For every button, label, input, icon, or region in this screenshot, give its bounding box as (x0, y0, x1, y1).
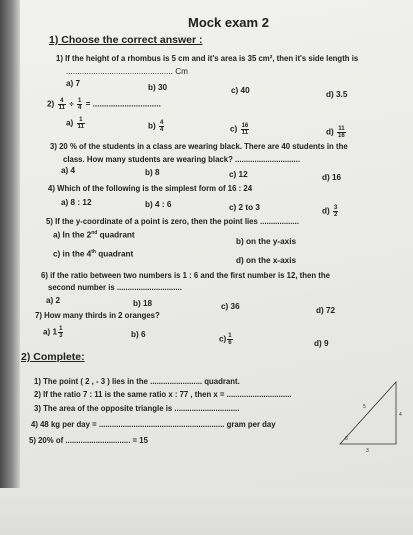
triangle-label-hypotenuse: 5 (363, 404, 366, 410)
q4-option-d: d) $\frac{3}{2}$ (322, 205, 338, 218)
q6-stem-line-1: 6) if the ratio between two numbers is 1 : 6 and the first number is 12, then the (41, 271, 330, 280)
q3-stem-line-1: 3) 20 % of the students in a class are wearing black. There are 40 students in the (50, 142, 348, 151)
q2-fraction-1: $\frac{4}{11}$ (58, 98, 65, 111)
complete-item-3: 3) The area of the opposite triangle is .............................. (34, 404, 240, 413)
exam-title: Mock exam 2 (188, 15, 269, 30)
complete-item-1: 1) The point ( 2 , - 3 ) lies in the ........................ quadrant. (34, 377, 240, 386)
q3-option-d: d) 16 (322, 173, 342, 182)
q7-option-d: d) 9 (314, 339, 329, 348)
q7-stem: 7) How many thirds in 2 oranges? (35, 311, 160, 320)
q1-option-b: b) 30 (148, 83, 168, 92)
q4-option-c: c) 2 to 3 (229, 203, 260, 212)
q3-stem-line-2: class. How many students are wearing black? .............................. (63, 155, 301, 164)
q6-option-c: c) 36 (221, 302, 240, 311)
q2-blank: = .............................. (85, 99, 161, 109)
q3-option-a: a) 4 (61, 166, 76, 175)
q7-option-c: c) $\frac{1}{6}$ (219, 333, 232, 346)
q6-option-d: d) 72 (316, 306, 336, 315)
q2-option-a: a) $\frac{1}{11}$ (66, 117, 84, 130)
triangle-label-inner: 6 (345, 436, 348, 442)
q7-option-a: a) 1 $\frac{1}{3}$ (43, 326, 63, 339)
q7-option-b: b) 6 (131, 330, 146, 339)
section-2-heading: 2) Complete: (21, 351, 85, 363)
q2-expression (47, 98, 161, 111)
complete-item-5: 5) 20% of .............................. = 15 (29, 436, 148, 445)
q1-option-d: d) 3.5 (326, 90, 348, 99)
q1-option-c: c) 40 (231, 86, 250, 95)
q5-stem: 5) If the y-coordinate of a point is zero, then the point lies .................. (46, 217, 299, 226)
q5-option-c: c) in the 4th quadrant (53, 249, 134, 259)
q5-option-d: d) on the x-axis (236, 256, 297, 265)
q6-option-a: a) 2 (46, 296, 61, 305)
q6-option-b: b) 18 (133, 299, 153, 308)
complete-item-2: 2) If the ratio 7 : 11 is the same ratio x : 77 , then x = .............................. (34, 390, 292, 399)
q1-stem: 1) If the height of a rhombus is 5 cm and it's area is 35 cm², then it's side length is (56, 54, 359, 63)
q2-option-c: c) $\frac{16}{11}$ (230, 123, 249, 136)
q2-operator: ÷ (69, 99, 74, 109)
q2-option-b: b) $\frac{4}{4}$ (148, 120, 164, 133)
triangle-outline (340, 382, 396, 444)
paper-binding-edge (0, 0, 20, 535)
triangle-label-base: 3 (366, 448, 369, 454)
q2-option-d: d) $\frac{11}{16}$ (326, 126, 345, 139)
q5-option-b: b) on the y-axis (236, 237, 297, 246)
q1-option-a: a) 7 (66, 79, 81, 88)
q3-option-b: b) 8 (145, 168, 160, 177)
section-1-heading: 1) Choose the correct answer : (49, 34, 203, 46)
q1-blank: ............................................... Cm (66, 67, 188, 76)
q6-stem-line-2: second number is .............................. (48, 283, 182, 292)
q2-label: 2) (47, 99, 55, 109)
right-triangle-figure (336, 378, 404, 454)
q5-option-a: a) In the 2nd quadrant (53, 230, 135, 240)
complete-item-4: 4) 48 kg per day = .......................................................... gram per day (31, 420, 276, 429)
q4-stem: 4) Which of the following is the simplest form of 16 : 24 (48, 184, 253, 193)
q4-option-a: a) 8 : 12 (61, 198, 92, 207)
q2-fraction-2: $\frac{1}{4}$ (77, 98, 82, 111)
q3-option-c: c) 12 (229, 170, 248, 179)
triangle-label-side: 4 (399, 412, 402, 418)
paper-bottom-margin (0, 488, 413, 535)
q4-option-b: b) 4 : 6 (145, 200, 172, 209)
